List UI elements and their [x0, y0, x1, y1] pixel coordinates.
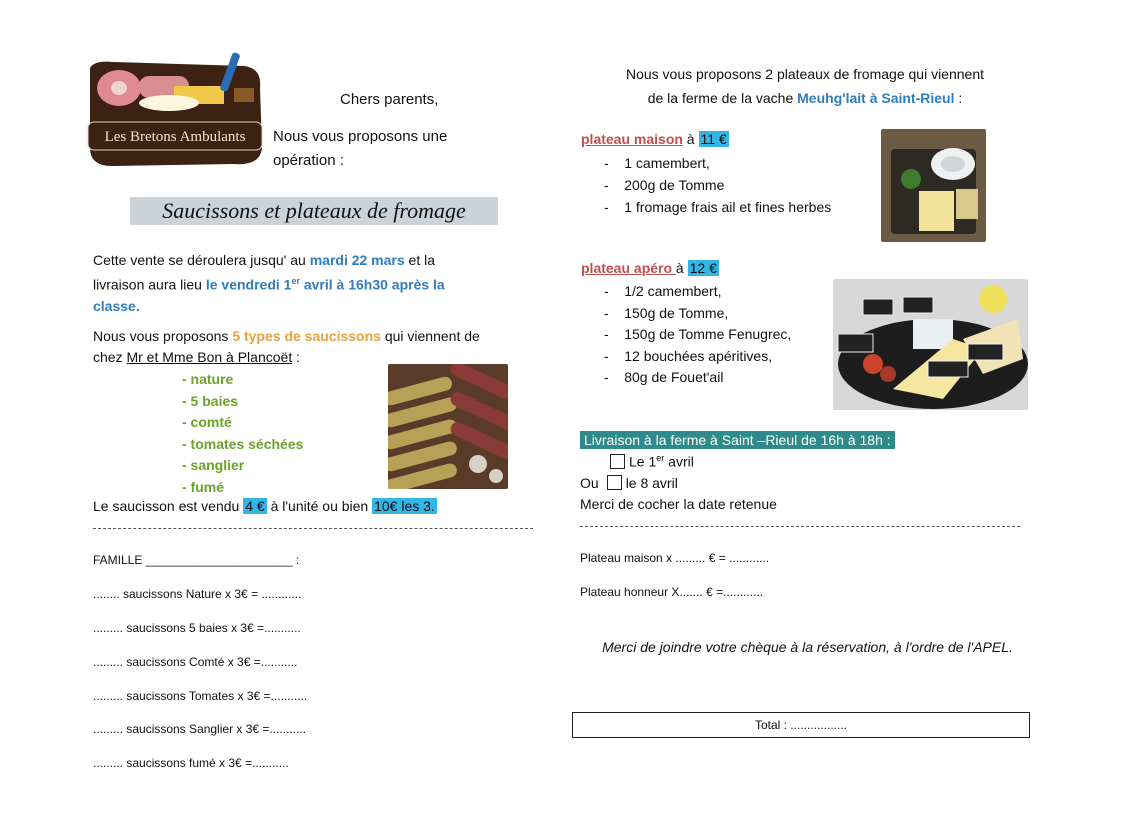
price-lot: 10€ les 3. [374, 498, 435, 514]
plateau-apero-name: plateau apéro [581, 260, 676, 276]
type-item: - 5 baies [182, 392, 239, 409]
right-intro-line-2 [570, 86, 1040, 110]
sauc-text-3: chez [93, 349, 127, 365]
price-line [93, 498, 437, 514]
plateau-apero-price: 12 € [689, 260, 717, 276]
saucisson-photo [388, 364, 508, 489]
plateau-maison-heading [581, 131, 729, 147]
plateau-apero-photo [833, 279, 1028, 410]
cocher-instruction: Merci de cocher la date retenue [580, 496, 777, 512]
type-item: - comté [182, 414, 232, 430]
option-8-avril[interactable] [580, 475, 678, 491]
cheque-note: Merci de joindre votre chèque à la réservation, à l'ordre de l'APEL. [602, 639, 1013, 655]
farm-name: Meuhg'lait à Saint-Rieul [797, 90, 955, 106]
plateau-apero-list [604, 281, 791, 389]
vente-livraison-a: le vendredi 1 [205, 276, 292, 293]
sauc-text-2: qui viennent de [380, 328, 480, 344]
right-intro-line-1: Nous vous proposons 2 plateaux de fromage qui viennent [625, 66, 984, 82]
vente-livraison-c: classe. [93, 297, 140, 314]
list-item: - 80g de Fouet'ail [604, 369, 724, 385]
list-item: - 1/2 camembert, [604, 283, 722, 299]
ou-label: Ou [580, 475, 599, 491]
vente-text-2: et la [404, 252, 436, 268]
plateau-apero-a: à [675, 260, 688, 276]
right-intro [570, 62, 1040, 110]
saucissons-intro [93, 326, 535, 368]
type-item: - fumé [182, 478, 224, 495]
plateau-maison-name: plateau maison [581, 131, 683, 147]
option-1er-avril[interactable] [608, 453, 694, 470]
total-field[interactable]: Total : ................. [572, 712, 1030, 738]
order-line-comte[interactable]: ......... saucissons Comté x 3€ =........... [93, 655, 298, 669]
livraison-ferme [580, 432, 895, 448]
price-unit: 4 € [245, 498, 265, 514]
logo [84, 48, 266, 172]
type-item: - nature [182, 371, 234, 387]
greeting: Chers parents, [340, 91, 439, 108]
order-line-tomates[interactable]: ......... saucissons Tomates x 3€ =........... [93, 689, 308, 703]
order-line-sanglier[interactable]: ......... saucissons Sanglier x 3€ =........... [93, 722, 307, 736]
vente-livraison-b: avril à 16h30 après la [299, 276, 445, 293]
list-item: - 200g de Tomme [604, 177, 725, 193]
sauc-producer: Mr et Mme Bon à Plancoët [126, 349, 293, 365]
livraison-ferme-text: Livraison à la ferme à Saint –Rieul de 16h à 18h : [580, 431, 895, 449]
vente-date-fin: mardi 22 mars [309, 252, 405, 268]
order-line-5baies[interactable]: ......... saucissons 5 baies x 3€ =........... [93, 621, 301, 635]
logo-graphic [84, 48, 266, 172]
plateau-maison-a: à [682, 131, 699, 147]
type-item: - tomates séchées [182, 435, 304, 452]
vente-text-1: Cette vente se déroulera jusqu' au [93, 252, 310, 268]
sauc-text-4: : [292, 349, 300, 365]
sauc-text-1: Nous vous proposons [93, 328, 233, 344]
list-item: - 150g de Tomme Fenugrec, [604, 326, 792, 342]
order-plateau-maison[interactable]: Plateau maison x ......... € = ............ [580, 551, 770, 565]
list-item: - 12 bouchées apéritives, [604, 347, 773, 364]
plateau-apero-heading [581, 260, 719, 276]
list-item: - 150g de Tomme, [604, 304, 729, 321]
page-title: Saucissons et plateaux de fromage [130, 197, 498, 225]
order-line-fume[interactable]: ......... saucissons fumé x 3€ =........... [93, 756, 289, 770]
plateau-maison-list [604, 152, 831, 218]
option1-text: Le 1 [629, 453, 657, 470]
option1-text-b: avril [664, 453, 694, 470]
divider-right [580, 526, 1020, 527]
sauc-types: 5 types de saucissons [232, 328, 381, 344]
right-intro-colon: : [954, 90, 963, 106]
intro-line-2: opération : [273, 152, 344, 169]
vente-text-3: livraison aura lieu [93, 276, 206, 293]
divider-left [93, 528, 533, 529]
order-plateau-honneur[interactable]: Plateau honneur X....... € =............ [580, 585, 764, 599]
list-item: - 1 fromage frais ail et fines herbes [604, 199, 832, 215]
vente-paragraph [93, 250, 535, 317]
option1-sup: er [656, 453, 665, 463]
vente-sup: er [291, 276, 300, 286]
price-text-1: Le saucisson est vendu [93, 498, 244, 514]
logo-text: Les Bretons Ambulants [104, 129, 246, 145]
plateau-maison-photo [881, 129, 986, 242]
right-intro-text: de la ferme de la vache [647, 90, 798, 106]
price-text-2: à l'unité ou bien [266, 498, 373, 514]
list-item: - 1 camembert, [604, 155, 710, 171]
plateau-maison-price: 11 € [700, 131, 727, 147]
option2-text: le 8 avril [625, 475, 678, 491]
order-line-nature[interactable]: ........ saucissons Nature x 3€ = ............ [93, 587, 302, 601]
type-item: - sanglier [182, 457, 245, 473]
saucisson-types-list [182, 369, 303, 498]
checkbox-1er-avril[interactable] [610, 454, 625, 469]
famille-field[interactable]: FAMILLE ______________________ : [93, 553, 300, 567]
intro-line-1: Nous vous proposons une [273, 128, 448, 145]
checkbox-8-avril[interactable] [607, 475, 622, 490]
